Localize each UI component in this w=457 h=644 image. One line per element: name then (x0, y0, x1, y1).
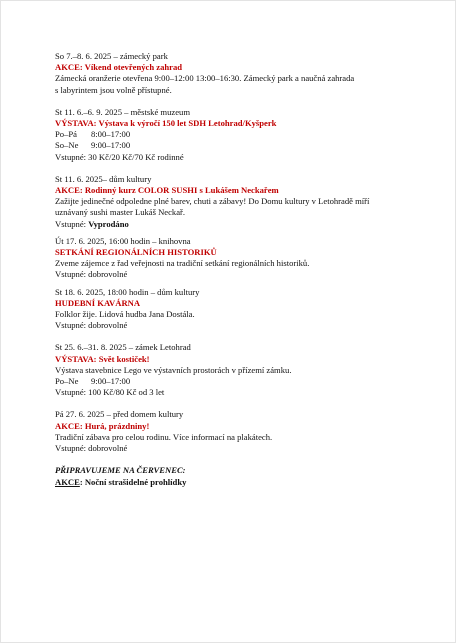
event-title: AKCE: Víkend otevřených zahrad (55, 62, 183, 73)
event-date: So 7.–8. 6. 2025 – zámecký park (55, 51, 168, 61)
upcoming-section (55, 465, 435, 487)
upcoming-akce-text: : Noční strašidelné prohlídky (79, 476, 187, 487)
opening-time: 8:00–17:00 (91, 129, 131, 140)
event-item (55, 287, 435, 332)
event-list (55, 51, 435, 499)
entry-value: Vyprodáno (88, 218, 129, 229)
opening-time: 9:00–17:00 (91, 140, 131, 151)
event-title: AKCE: Rodinný kurz COLOR SUSHI s Lukášem Neckařem (55, 185, 279, 196)
event-date: Út 17. 6. 2025, 16:00 hodin – knihovna (55, 235, 191, 246)
event-entry-fee: Vstupné: 100 Kč/80 Kč od 3 let (55, 387, 165, 398)
event-entry-fee: Vstupné: dobrovolné (55, 269, 128, 280)
event-date: St 11. 6.–6. 9. 2025 – městské muzeum (55, 106, 191, 117)
opening-days: Po–Pá (55, 129, 77, 140)
event-title: AKCE: Hurá, prázdniny! (55, 420, 150, 431)
event-description-line: Výstava stavebnice Lego ve výstavních prostorách v přízemí zámku. (55, 364, 292, 375)
event-description-line: Zažijte jedinečné odpoledne plné barev, chuti a zábavy! Do Domu kultury v Letohradě míří (55, 196, 370, 207)
event-title: VÝSTAVA: Svět kostiček! (55, 353, 150, 364)
event-description-line: uznávaný sushi master Lukáš Neckař. (55, 207, 186, 218)
event-entry-fee: Vstupné: 30 Kč/20 Kč/70 Kč rodinné (55, 151, 184, 162)
event-description-line: Zámecká oranžerie otevřena 9:00–12:00 13:00–16:30. Zámecký park a naučná zahrada (55, 73, 355, 84)
event-item (55, 174, 435, 230)
event-entry-fee: Vstupné: dobrovolné (55, 320, 128, 331)
upcoming-heading: PŘIPRAVUJEME NA ČERVENEC: (55, 465, 186, 476)
event-date: St 18. 6. 2025, 18:00 hodin – dům kultury (55, 286, 200, 297)
opening-days: So–Ne (55, 140, 79, 151)
opening-days: Po–Ne (55, 376, 79, 387)
event-description-line: s labyrintem jsou volně přístupné. (55, 84, 172, 95)
opening-hours-row (55, 376, 435, 387)
event-date: Pá 27. 6. 2025 – před domem kultury (55, 409, 184, 420)
upcoming-item (55, 477, 435, 488)
event-item (55, 342, 435, 398)
event-item (55, 409, 435, 454)
upcoming-akce-label: AKCE (55, 476, 80, 487)
event-item (55, 107, 435, 163)
entry-label: Vstupné: (55, 218, 89, 229)
event-item (55, 51, 435, 96)
event-description-line: Folklor žije. Lidová hudba Jana Dostála. (55, 309, 195, 320)
event-date: St 11. 6. 2025– dům kultury (55, 173, 152, 184)
opening-hours-row (55, 140, 435, 151)
event-title: HUDEBNÍ KAVÁRNA (55, 297, 141, 308)
event-description-line: Zveme zájemce z řad veřejnosti na tradiční setkání regionálních historiků. (55, 258, 310, 269)
event-title: VÝSTAVA: Výstava k výročí 150 let SDH Letohrad/Kyšperk (55, 118, 277, 129)
event-date: St 25. 6.–31. 8. 2025 – zámek Letohrad (55, 342, 191, 353)
event-entry-fee (55, 219, 435, 230)
event-title: SETKÁNÍ REGIONÁLNÍCH HISTORIKŮ (55, 247, 217, 258)
event-item (55, 236, 435, 281)
opening-hours-row (55, 129, 435, 140)
opening-time: 9:00–17:00 (91, 376, 131, 387)
event-entry-fee: Vstupné: dobrovolné (55, 443, 128, 454)
event-description-line: Tradiční zábava pro celou rodinu. Více informací na plakátech. (55, 431, 273, 442)
